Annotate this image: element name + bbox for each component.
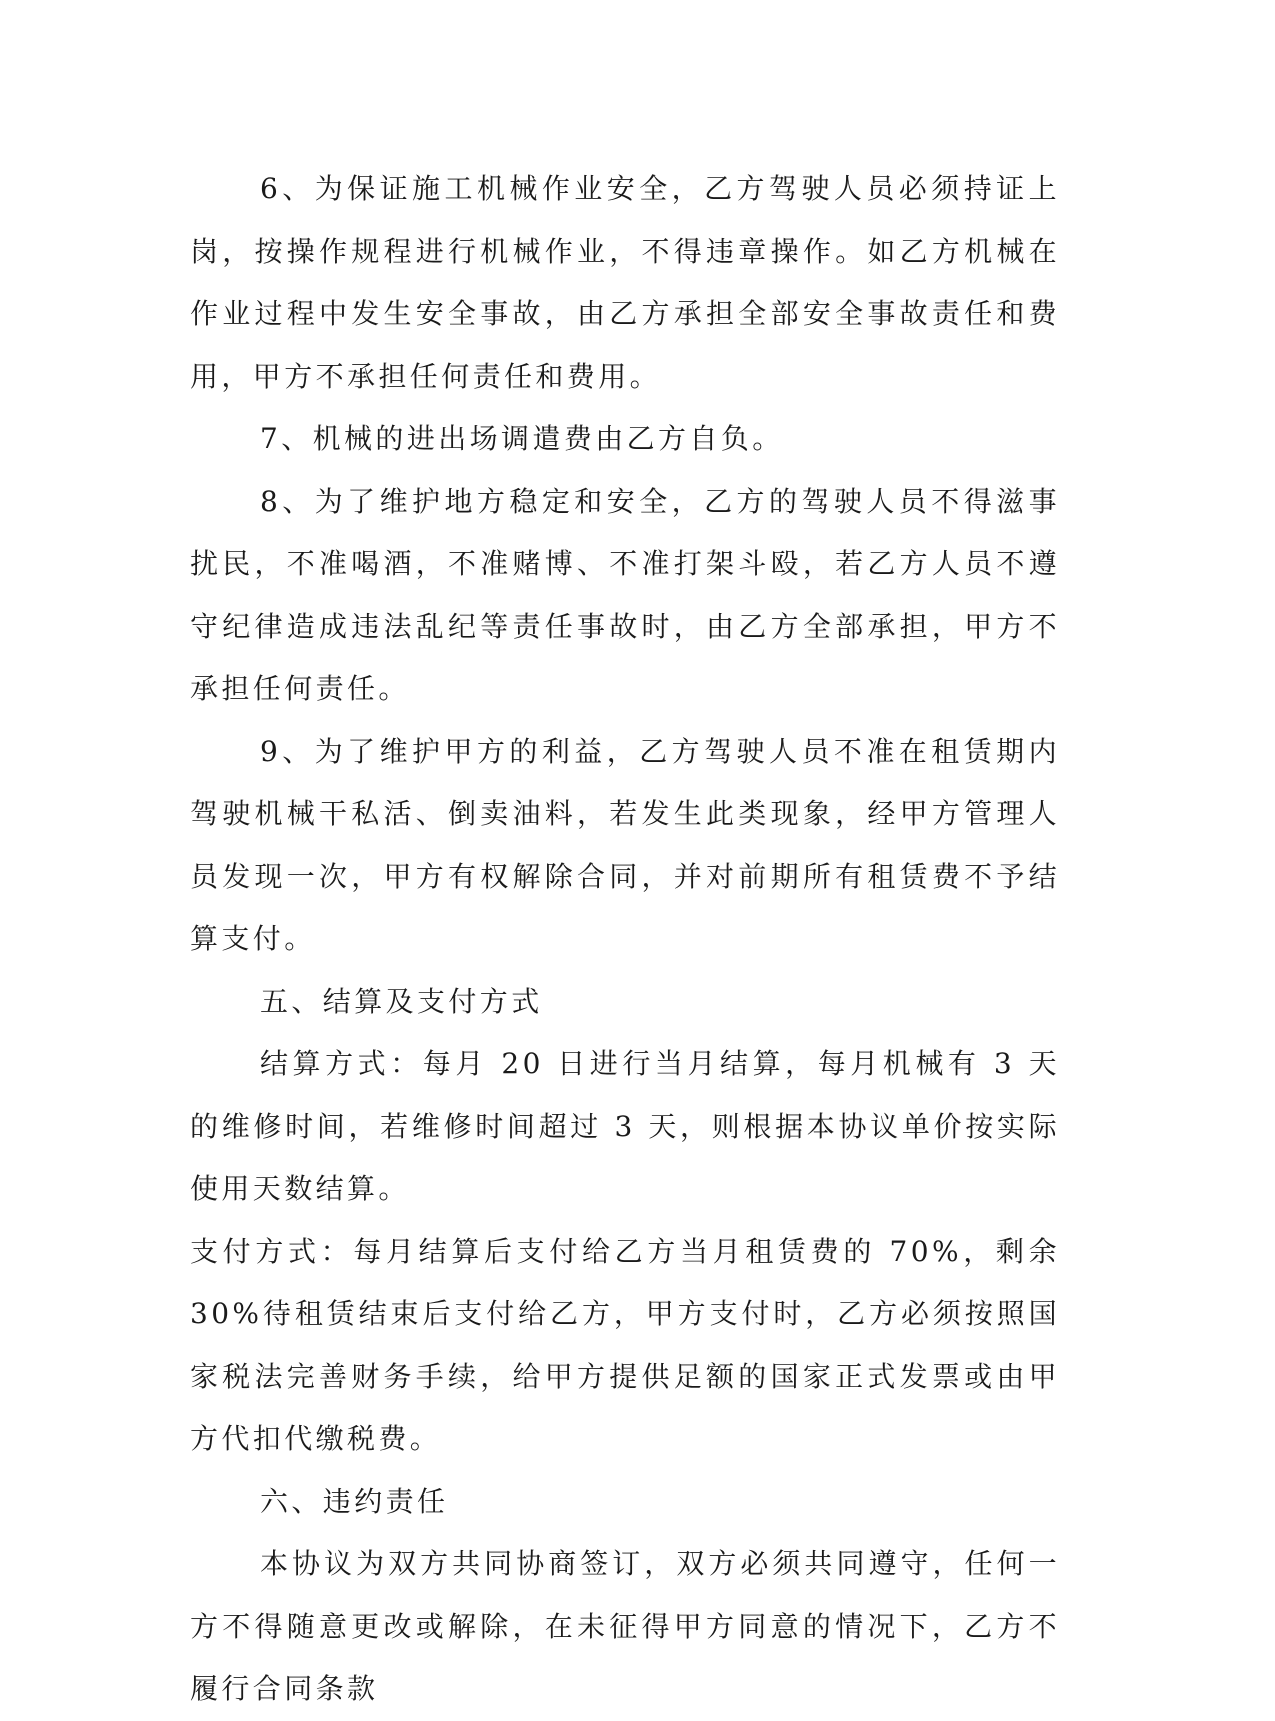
clause-7-paragraph: 7、机械的进出场调遣费由乙方自负。 — [260, 422, 784, 455]
document-body — [190, 158, 1060, 1721]
payment-method-paragraph: 支付方式：每月结算后支付给乙方当月租赁费的 70%，剩余 30%待租赁结束后支付给乙方，甲方支付时，乙方必须按照国家税法完善财务手续，给甲方提供足额的国家正式发票或由甲方代扣代缴税费。 — [190, 1234, 1060, 1455]
settlement-method-paragraph: 结算方式：每月 20 日进行当月结算，每月机械有 3 天的维修时间，若维修时间超过 3 天，则根据本协议单价按实际使用天数结算。 — [190, 1047, 1060, 1205]
clause-8-paragraph: 8、为了维护地方稳定和安全，乙方的驾驶人员不得滋事扰民，不准喝酒，不准赌博、不准打架斗殴，若乙方人员不遵守纪律造成违法乱纪等责任事故时，由乙方全部承担，甲方不承担任何责任。 — [190, 484, 1060, 705]
clause-6-paragraph: 6、为保证施工机械作业安全，乙方驾驶人员必须持证上岗，按操作规程进行机械作业，不得违章操作。如乙方机械在作业过程中发生安全事故，由乙方承担全部安全事故责任和费用，甲方不承担任何责任和费用。 — [190, 172, 1060, 393]
section-5-heading: 五、结算及支付方式 — [260, 984, 543, 1018]
section-6-heading: 六、违约责任 — [260, 1484, 449, 1518]
breach-liability-paragraph: 本协议为双方共同协商签订，双方必须共同遵守，任何一方不得随意更改或解除，在未征得甲方同意的情况下，乙方不履行合同条款 — [190, 1547, 1060, 1705]
clause-9-paragraph: 9、为了维护甲方的利益，乙方驾驶人员不准在租赁期内驾驶机械干私活、倒卖油料，若发生此类现象，经甲方管理人员发现一次，甲方有权解除合同，并对前期所有租赁费不予结算支付。 — [190, 734, 1060, 955]
